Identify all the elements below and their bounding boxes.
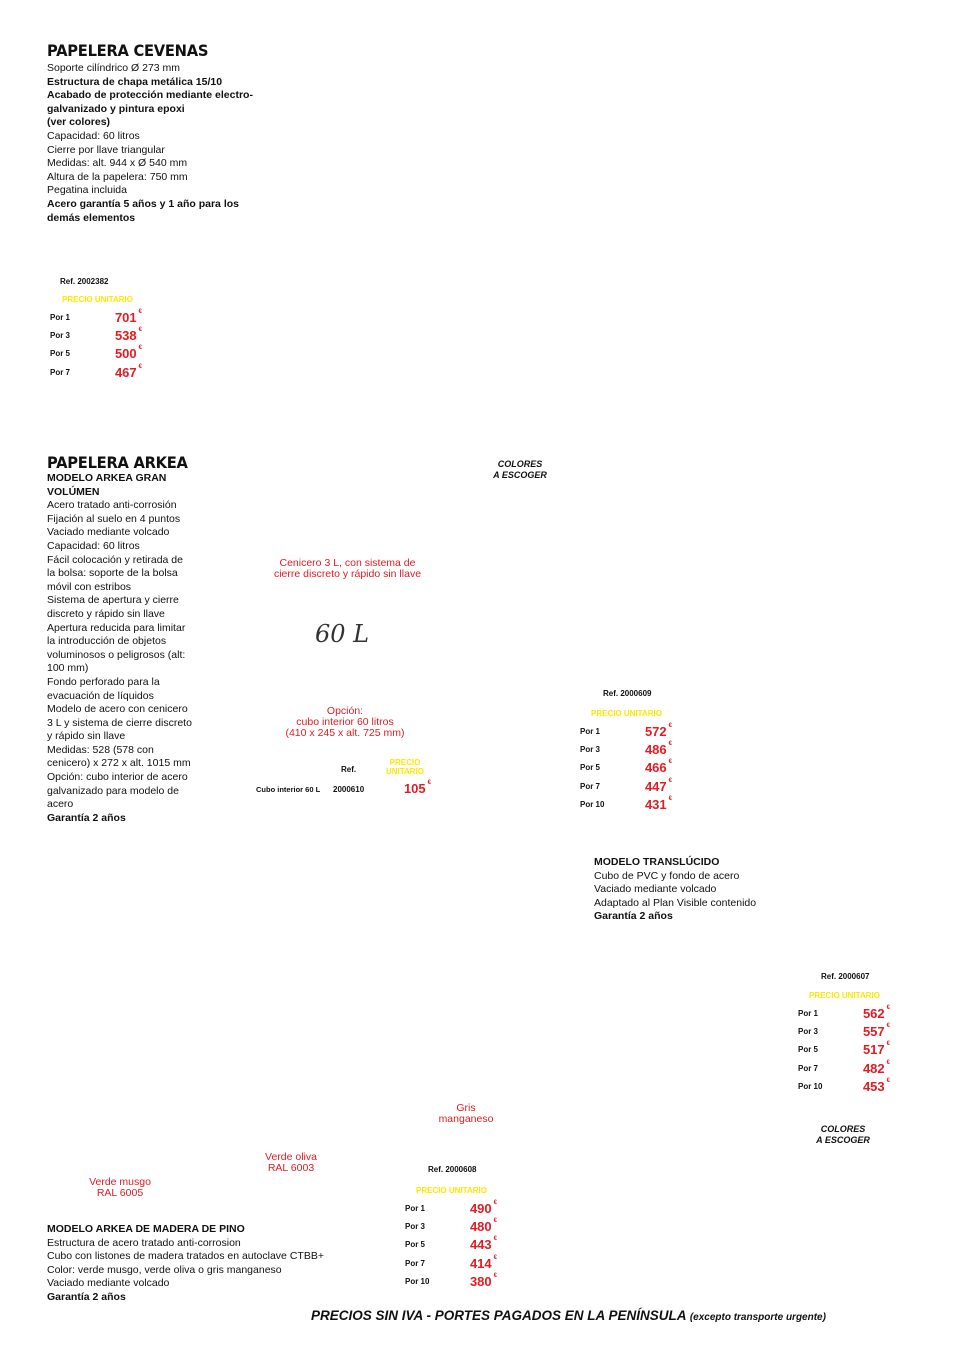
- euro-symbol: €: [886, 1041, 890, 1048]
- description-line: Medidas: 528 (578 con: [47, 743, 154, 756]
- price-value: 482: [862, 1060, 885, 1076]
- quantity-label: Por 5: [50, 349, 71, 359]
- footer-main: PRECIOS SIN IVA - PORTES PAGADOS EN LA PENÍNSULA: [311, 1308, 687, 1323]
- price-cell: [115, 345, 142, 363]
- price-value: 105: [403, 781, 426, 796]
- price-value: 572: [644, 724, 667, 739]
- description-line: Pegatina incluida: [47, 184, 127, 197]
- price-cell: [645, 778, 672, 796]
- quantity-label: Por 7: [580, 781, 601, 791]
- price-value: 557: [862, 1024, 885, 1040]
- quantity-label: Por 5: [798, 1045, 819, 1055]
- price-value: 414: [469, 1255, 492, 1271]
- euro-symbol: €: [668, 795, 672, 802]
- price-row: [798, 1060, 890, 1078]
- precio-unitario-label: PRECIO UNITARIO: [62, 295, 133, 304]
- euro-symbol: €: [886, 1077, 890, 1084]
- footer-small: (excepto transporte urgente): [689, 1312, 826, 1323]
- description-line: Color: verde musgo, verde oliva o gris manganeso: [47, 1263, 282, 1276]
- price-cell: [645, 723, 672, 741]
- precio-unitario-label: PRECIO UNITARIO: [809, 991, 880, 1000]
- description-line: móvil con estribos: [47, 580, 132, 593]
- ref-code: Ref. 2000607: [821, 972, 870, 981]
- colores-line: A ESCOGER: [816, 1135, 870, 1145]
- description-line: MODELO ARKEA GRAN: [47, 472, 167, 484]
- price-value: 453: [862, 1078, 885, 1094]
- price-row: [798, 1041, 890, 1059]
- description-line: Sistema de apertura y cierre: [47, 594, 179, 607]
- caption-line: Cenicero 3 L, con sistema de: [279, 557, 416, 569]
- price-rows: [798, 1005, 890, 1100]
- description-line: VOLÚMEN: [47, 485, 100, 498]
- description-line: demás elementos: [47, 211, 136, 224]
- cevenas-title: PAPELERA CEVENAS: [47, 41, 209, 60]
- euro-symbol: €: [668, 723, 672, 729]
- euro-symbol: €: [886, 1023, 890, 1030]
- price-row: [580, 759, 672, 777]
- price-row: [580, 741, 672, 759]
- quantity-label: Por 5: [405, 1240, 426, 1250]
- euro-symbol: €: [493, 1236, 497, 1243]
- description-line: la introducción de objetos: [47, 635, 167, 648]
- price-row: [50, 309, 142, 327]
- footer-note: [311, 1308, 826, 1323]
- caption-line: Gris: [456, 1102, 476, 1114]
- option-name: Cubo interior 60 L: [256, 785, 321, 794]
- euro-symbol: €: [668, 777, 672, 784]
- price-row: [580, 778, 672, 796]
- quantity-label: Por 10: [580, 799, 605, 809]
- price-cell: [645, 796, 672, 814]
- description-line: Acero garantía 5 años y 1 año para los: [47, 197, 239, 210]
- quantity-label: Por 3: [50, 331, 71, 341]
- description-line: Cubo de PVC y fondo de acero: [594, 869, 740, 882]
- capacity-handwritten: 60 L: [315, 620, 370, 648]
- color-gris-caption: [416, 1103, 516, 1125]
- description-line: acero: [47, 798, 74, 811]
- quantity-label: Por 1: [580, 727, 601, 736]
- quantity-label: Por 3: [798, 1027, 819, 1037]
- price-row: [405, 1218, 497, 1236]
- colores-label: [470, 459, 570, 481]
- precio-unitario-label: PRECIO UNITARIO: [591, 709, 662, 718]
- option-precio-header: [383, 758, 427, 776]
- price-value: 562: [862, 1006, 885, 1021]
- price-value: 538: [114, 328, 137, 344]
- description-line: (ver colores): [47, 116, 111, 129]
- description-line: Vaciado mediante volcado: [594, 883, 717, 896]
- price-row: [580, 723, 672, 741]
- madera-price-table: [405, 1165, 505, 1295]
- description-line: cenicero) x 272 x alt. 1015 mm: [47, 757, 191, 770]
- caption-line: Opción:: [326, 705, 364, 717]
- price-value: 517: [862, 1042, 885, 1058]
- description-line: Apertura reducida para limitar: [47, 621, 186, 634]
- euro-symbol: €: [493, 1254, 497, 1261]
- description-line: evacuación de líquidos: [47, 689, 154, 702]
- caption-line: Verde musgo: [89, 1176, 151, 1188]
- price-cell: [863, 1023, 890, 1041]
- translucido-price-table: [798, 972, 898, 1102]
- description-line: 3 L y sistema de cierre discreto: [47, 716, 192, 729]
- quantity-label: Por 7: [798, 1063, 819, 1073]
- description-line: Estructura de acero tratado anti-corrosion: [47, 1236, 241, 1249]
- description-line: Vaciado mediante volcado: [47, 1277, 170, 1290]
- price-cell: [863, 1005, 890, 1023]
- price-cell: [863, 1041, 890, 1059]
- euro-symbol: €: [886, 1005, 890, 1011]
- price-rows: [580, 723, 672, 818]
- quantity-label: Por 5: [580, 763, 601, 773]
- header-line: PRECIO: [389, 758, 421, 767]
- description-line: discreto y rápido sin llave: [47, 607, 165, 620]
- caption-line: manganeso: [438, 1113, 494, 1125]
- quantity-label: Por 1: [50, 313, 71, 322]
- euro-symbol: €: [493, 1200, 497, 1206]
- price-value: 701: [114, 310, 137, 325]
- price-row: [50, 327, 142, 345]
- colores-label: [793, 1124, 893, 1146]
- description-line: galvanizado y pintura epoxi: [47, 102, 185, 115]
- price-cell: [115, 309, 142, 327]
- description-line: Acero tratado anti-corrosión: [47, 499, 177, 512]
- price-value: 431: [644, 796, 667, 812]
- price-row: [798, 1005, 890, 1023]
- quantity-label: Por 3: [580, 745, 601, 755]
- colores-line: COLORES: [497, 459, 543, 469]
- price-row: [405, 1236, 497, 1254]
- euro-symbol: €: [138, 309, 142, 315]
- euro-symbol: €: [138, 345, 142, 352]
- price-rows: [405, 1200, 497, 1295]
- description-line: Estructura de chapa metálica 15/10: [47, 75, 223, 88]
- price-value: 467: [114, 364, 137, 380]
- description-line: Garantía 2 años: [47, 1290, 126, 1303]
- euro-symbol: €: [138, 327, 142, 334]
- quantity-label: Por 3: [405, 1222, 426, 1232]
- euro-symbol: €: [427, 780, 431, 786]
- quantity-label: Por 1: [405, 1204, 426, 1213]
- option-table: [255, 758, 440, 798]
- description-line: Adaptado al Plan Visible contenido: [594, 896, 757, 909]
- price-row: [50, 364, 142, 382]
- header-line: UNITARIO: [385, 767, 425, 776]
- description-line: Soporte cilíndrico Ø 273 mm: [47, 62, 181, 74]
- price-value: 380: [469, 1273, 492, 1289]
- description-line: Fondo perforado para la: [47, 675, 160, 688]
- price-rows: [50, 309, 142, 389]
- quantity-label: Por 1: [798, 1009, 819, 1018]
- price-value: 486: [644, 742, 667, 758]
- quantity-label: Por 10: [405, 1276, 430, 1286]
- description-line: Acabado de protección mediante electro-: [47, 89, 253, 102]
- madera-description: [47, 1223, 377, 1305]
- cevenas-description: [47, 62, 257, 225]
- price-cell: [863, 1060, 890, 1078]
- price-value: 443: [469, 1237, 492, 1253]
- arkea-title: PAPELERA ARKEA: [47, 453, 188, 472]
- price-row: [798, 1023, 890, 1041]
- price-cell: [645, 741, 672, 759]
- description-line: Vaciado mediante volcado: [47, 526, 170, 539]
- description-line: la bolsa: soporte de la bolsa: [47, 567, 178, 580]
- description-line: Garantía 2 años: [47, 811, 126, 824]
- description-line: Capacidad: 60 litros: [47, 539, 140, 552]
- description-line: Cierre por llave triangular: [47, 143, 165, 156]
- price-row: [405, 1273, 497, 1291]
- description-line: galvanizado para modelo de: [47, 784, 179, 797]
- price-row: [50, 345, 142, 363]
- price-row: [405, 1255, 497, 1273]
- price-row: [405, 1200, 497, 1218]
- ref-code: Ref. 2000608: [428, 1165, 477, 1174]
- description-line: y rápido sin llave: [47, 730, 126, 743]
- translucido-description: [594, 856, 834, 924]
- caption-line: RAL 6003: [267, 1162, 315, 1174]
- description-line: voluminosos o peligrosos (alt:: [47, 648, 186, 661]
- caption-line: cubo interior 60 litros: [296, 716, 394, 728]
- price-value: 490: [469, 1201, 492, 1216]
- price-cell: [863, 1078, 890, 1096]
- description-line: Altura de la papelera: 750 mm: [47, 170, 188, 183]
- opcion-caption: [265, 706, 425, 739]
- price-cell: [470, 1255, 497, 1273]
- cevenas-price-table: [50, 277, 150, 387]
- description-line: Cubo con listones de madera tratados en autoclave CTBB+: [47, 1250, 324, 1263]
- option-price: [395, 780, 431, 798]
- quantity-label: Por 7: [50, 367, 71, 377]
- color-oliva-caption: [241, 1152, 341, 1174]
- description-line: Fácil colocación y retirada de: [47, 553, 183, 566]
- price-cell: [115, 364, 142, 382]
- caption-line: (410 x 245 x alt. 725 mm): [285, 727, 405, 739]
- euro-symbol: €: [493, 1218, 497, 1225]
- option-ref: 2000610: [333, 785, 365, 794]
- price-value: 447: [644, 778, 667, 794]
- arkea-description: [47, 472, 212, 825]
- description-line: Medidas: alt. 944 x Ø 540 mm: [47, 157, 188, 170]
- description-line: Garantía 2 años: [594, 910, 673, 923]
- price-row: [580, 796, 672, 814]
- euro-symbol: €: [493, 1272, 497, 1279]
- ref-code: Ref. 2002382: [60, 277, 109, 286]
- cenicero-caption: [255, 558, 440, 580]
- euro-symbol: €: [668, 759, 672, 766]
- price-cell: [470, 1236, 497, 1254]
- euro-symbol: €: [138, 363, 142, 370]
- price-cell: [470, 1273, 497, 1291]
- price-value: 500: [114, 346, 137, 362]
- colores-line: A ESCOGER: [493, 470, 547, 480]
- caption-line: RAL 6005: [96, 1187, 144, 1199]
- description-line: Modelo de acero con cenicero: [47, 703, 188, 716]
- quantity-label: Por 7: [405, 1258, 426, 1268]
- option-ref-header: Ref.: [341, 765, 357, 774]
- caption-line: Verde oliva: [265, 1151, 317, 1163]
- ref-code: Ref. 2000609: [603, 689, 652, 698]
- quantity-label: Por 10: [798, 1081, 823, 1091]
- euro-symbol: €: [668, 741, 672, 748]
- price-value: 480: [469, 1219, 492, 1235]
- description-line: 100 mm): [47, 662, 89, 675]
- description-line: MODELO TRANSLÚCIDO: [594, 856, 720, 868]
- arkea-price-table: [580, 689, 680, 819]
- description-line: MODELO ARKEA DE MADERA DE PINO: [47, 1223, 245, 1235]
- price-cell: [470, 1200, 497, 1218]
- price-cell: [645, 759, 672, 777]
- price-cell: [115, 327, 142, 345]
- euro-symbol: €: [886, 1059, 890, 1066]
- price-row: [798, 1078, 890, 1096]
- colores-line: COLORES: [820, 1124, 866, 1134]
- description-line: Capacidad: 60 litros: [47, 129, 140, 142]
- description-line: Fijación al suelo en 4 puntos: [47, 512, 181, 525]
- price-cell: [470, 1218, 497, 1236]
- description-line: Opción: cubo interior de acero: [47, 771, 188, 784]
- caption-line: cierre discreto y rápido sin llave: [273, 568, 422, 580]
- price-value: 466: [644, 760, 667, 776]
- color-musgo-caption: [70, 1177, 170, 1199]
- precio-unitario-label: PRECIO UNITARIO: [416, 1186, 487, 1195]
